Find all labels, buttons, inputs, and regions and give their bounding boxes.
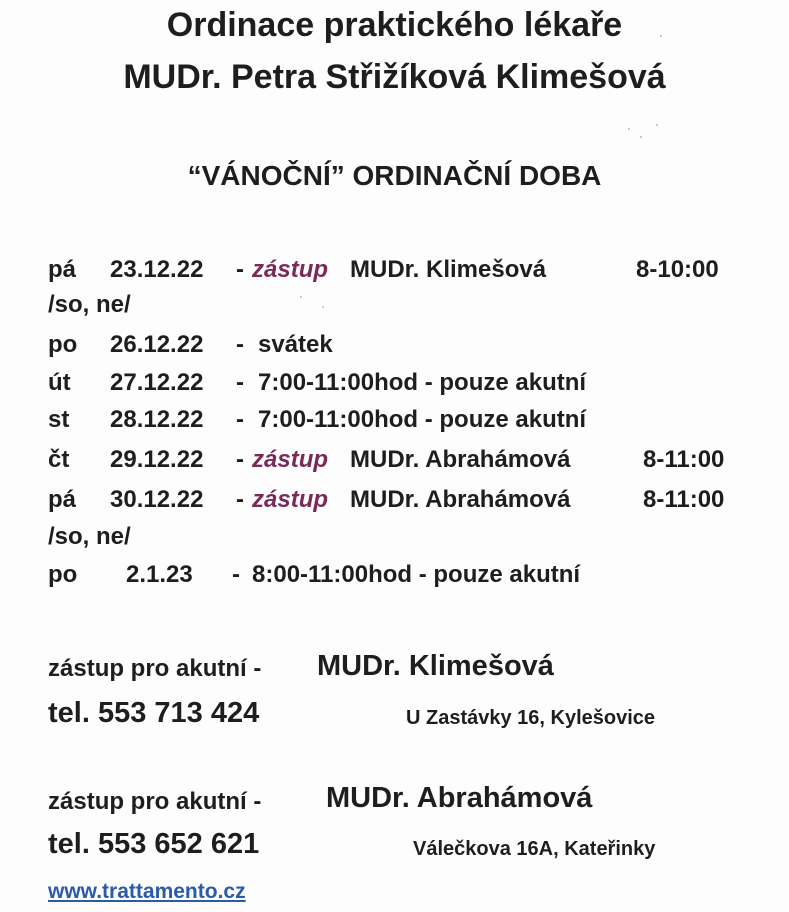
contact-label: zástup pro akutní - [48, 655, 262, 682]
schedule-date: 27.12.22 [110, 369, 204, 396]
scan-speck [660, 35, 662, 37]
schedule-date: 2.1.23 [126, 561, 193, 588]
schedule-sep: - [236, 331, 244, 358]
schedule-day: pá [48, 486, 77, 513]
schedule-date: 23.12.22 [110, 256, 204, 283]
scan-speck [628, 128, 630, 130]
schedule-zastup: zástup [252, 256, 329, 283]
page-heading: “VÁNOČNÍ” ORDINAČNÍ DOBA [187, 160, 602, 191]
schedule-sep: - [232, 561, 240, 588]
scan-speck [300, 296, 302, 298]
contact-label: zástup pro akutní - [48, 788, 262, 815]
contact-phone: tel. 553 713 424 [48, 697, 260, 729]
schedule-desc: MUDr. Abrahámová [350, 446, 571, 473]
schedule-day: po [48, 561, 78, 588]
contact-phone: tel. 553 652 621 [48, 828, 260, 860]
schedule-sep: - [236, 369, 244, 396]
schedule-day: čt [48, 446, 70, 473]
schedule-note-text: /so, ne/ [48, 291, 131, 318]
doctor-name: MUDr. Petra Střižíková Klimešová [123, 58, 666, 96]
schedule-hours: 8-11:00 [643, 446, 725, 473]
schedule-sep: - [236, 406, 244, 433]
schedule-date: 30.12.22 [110, 486, 204, 513]
schedule-date: 28.12.22 [110, 406, 204, 433]
schedule-hours: 8-10:00 [636, 256, 719, 283]
clinic-name: Ordinace praktického lékaře [166, 6, 623, 44]
scan-speck [322, 306, 324, 308]
contact-doctor: MUDr. Abrahámová [326, 782, 593, 814]
schedule-day: pá [48, 256, 77, 283]
schedule-zastup: zástup [252, 486, 329, 513]
schedule-sep: - [236, 446, 244, 473]
scan-speck [640, 136, 642, 138]
schedule-date: 29.12.22 [110, 446, 204, 473]
schedule-desc: 8:00-11:00hod - pouze akutní [252, 561, 581, 588]
website-link[interactable]: www.trattamento.cz [48, 880, 246, 903]
contact-doctor: MUDr. Klimešová [317, 650, 554, 682]
schedule-sep: - [236, 486, 244, 513]
schedule-day: st [48, 406, 70, 433]
schedule-desc: 7:00-11:00hod - pouze akutní [258, 369, 587, 396]
schedule-day: út [48, 369, 71, 396]
schedule-date: 26.12.22 [110, 331, 204, 358]
scan-speck [656, 124, 658, 126]
schedule-desc: MUDr. Klimešová [350, 256, 547, 283]
schedule-hours: 8-11:00 [643, 486, 725, 513]
schedule-zastup: zástup [252, 446, 329, 473]
schedule-desc: svátek [258, 331, 333, 358]
contact-address: Válečkova 16A, Kateřinky [413, 838, 656, 860]
schedule-day: po [48, 331, 78, 358]
schedule-note-text: /so, ne/ [48, 523, 131, 550]
schedule-desc: 7:00-11:00hod - pouze akutní [258, 406, 587, 433]
schedule-desc: MUDr. Abrahámová [350, 486, 571, 513]
contact-address: U Zastávky 16, Kylešovice [406, 707, 656, 729]
schedule-sep: - [236, 256, 244, 283]
